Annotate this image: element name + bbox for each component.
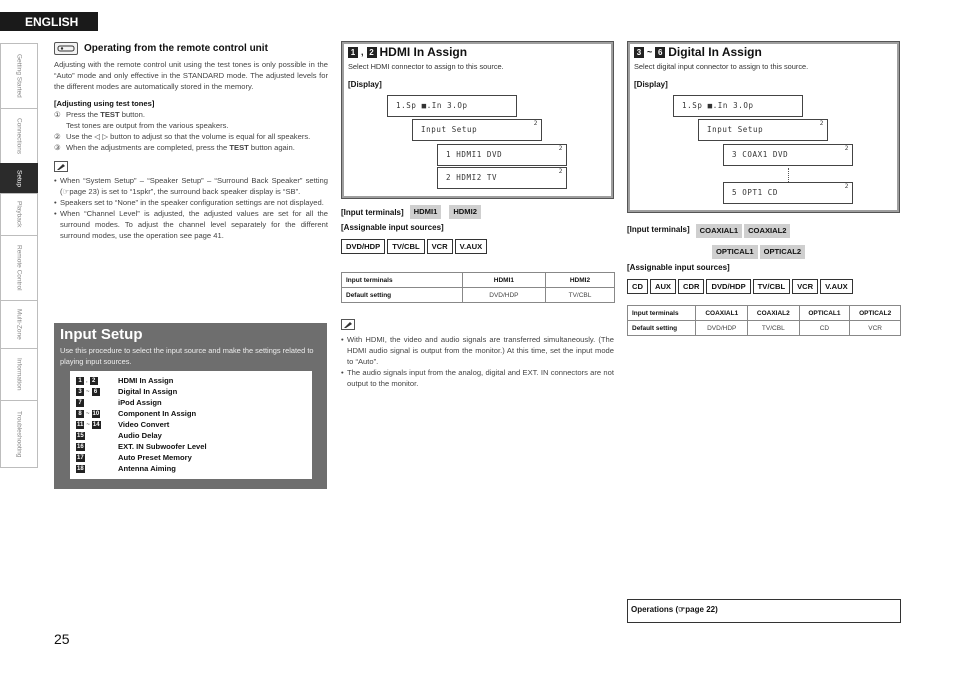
operations-page: page 22) bbox=[685, 605, 718, 614]
note-item: • With HDMI, the video and audio signals are transferred simultaneously. (The HDMI audio signal is output from the monitor.) At this time, set the input mode to “Auto”. bbox=[341, 335, 614, 366]
step-number: ① bbox=[54, 110, 61, 119]
menu-item-label: HDMI In Assign bbox=[118, 376, 174, 385]
side-tabs bbox=[0, 43, 38, 468]
note-icon bbox=[341, 319, 355, 330]
adjust-heading: [Adjusting using test tones] bbox=[54, 99, 155, 108]
remote-section bbox=[54, 41, 328, 241]
side-tab-information[interactable] bbox=[0, 348, 38, 400]
menu-item-auto-preset-memory[interactable]: 17 Auto Preset Memory bbox=[77, 453, 192, 462]
input-terminals-label: [Input terminals] bbox=[627, 224, 690, 234]
digital-assign-title: 3 ~ 6 Digital In Assign bbox=[634, 45, 762, 59]
step-text: When the adjustments are completed, press the bbox=[66, 143, 230, 152]
source-chip: V.AUX bbox=[820, 279, 853, 294]
input-setup-menu bbox=[70, 371, 312, 479]
menu-item-antenna-aiming[interactable]: 18 Antenna Aiming bbox=[77, 464, 176, 473]
step-text: Use the ◁ ▷ button to adjust so that the volume is equal for all speakers. bbox=[66, 132, 311, 141]
source-chip: TV/CBL bbox=[753, 279, 790, 294]
note-item: • When “Channel Level” is adjusted, the adjusted values are set for all the surround modes. To adjust the channel level separately for the different surround modes, use the operation see page 41. bbox=[54, 209, 328, 240]
source-chip: DVD/HDP bbox=[706, 279, 750, 294]
side-tab-label: Troubleshooting bbox=[15, 410, 23, 458]
menu-item-ext-in-subwoofer-level[interactable]: 16 EXT. IN Subwoofer Level bbox=[77, 442, 207, 451]
table-row: Default setting DVD/HDP TV/CBL CD VCR bbox=[628, 321, 901, 336]
digital-display-label: [Display] bbox=[634, 80, 668, 89]
page-ref-icon: ☞ bbox=[678, 605, 686, 614]
table-row: Input terminals HDMI1 HDMI2 bbox=[342, 273, 615, 288]
input-terminals-label: [Input terminals] bbox=[341, 207, 404, 217]
test-key: TEST bbox=[229, 143, 249, 152]
menu-item-label: iPod Assign bbox=[118, 398, 162, 407]
hdmi-terminals bbox=[341, 205, 616, 254]
step-item bbox=[54, 131, 328, 142]
side-tab-getting-started[interactable] bbox=[0, 43, 38, 108]
menu-item-label: Video Convert bbox=[118, 420, 170, 429]
hdmi-assign-subtitle: Select HDMI connector to assign to this source. bbox=[348, 62, 504, 71]
remote-section-title: Operating from the remote control unit bbox=[84, 43, 268, 54]
terminal-chip: OPTICAL2 bbox=[760, 245, 806, 259]
lcd-input-setup: Input Setup 2 bbox=[412, 119, 542, 141]
menu-item-label: EXT. IN Subwoofer Level bbox=[118, 442, 207, 451]
terminal-chip: COAXIAL1 bbox=[696, 224, 742, 238]
table-row: Input terminals COAXIAL1 COAXIAL2 OPTICAL1 OPTICAL2 bbox=[628, 306, 901, 321]
lcd-hdmi2: 2 HDMI2 TV 2 bbox=[437, 167, 567, 189]
digital-sources bbox=[627, 276, 902, 294]
side-tab-setup[interactable] bbox=[0, 163, 38, 193]
note-icon bbox=[54, 161, 68, 172]
side-tab-label: Connections bbox=[15, 117, 23, 155]
side-tab-connections[interactable] bbox=[0, 108, 38, 163]
remote-control-icon bbox=[54, 42, 78, 55]
remote-section-body: Adjusting with the remote control unit using the test tones is only possible in the “Auto” mode and only effective in the STANDARD mode. The adjusted levels for the different modes are automatically stored in the memory. bbox=[54, 60, 328, 91]
terminal-chip: OPTICAL1 bbox=[712, 245, 758, 259]
source-chip: VCR bbox=[792, 279, 818, 294]
menu-item-label: Audio Delay bbox=[118, 431, 162, 440]
step-item bbox=[54, 142, 328, 153]
assignable-label: [Assignable input sources] bbox=[627, 263, 730, 272]
side-tab-label: Multi-Zone bbox=[15, 309, 23, 340]
menu-item-label: Auto Preset Memory bbox=[118, 453, 192, 462]
step-number: ② bbox=[54, 132, 61, 141]
digital-default-table bbox=[627, 305, 901, 336]
operations-link[interactable] bbox=[627, 599, 901, 623]
lcd-main-menu: 1.Sp ■.In 3.Op bbox=[387, 95, 517, 117]
input-setup-description: Use this procedure to select the input source and make the settings related to playing input sources. bbox=[60, 346, 314, 366]
side-tab-playback[interactable] bbox=[0, 193, 38, 235]
source-chip: CD bbox=[627, 279, 648, 294]
note-item: • Speakers set to “None” in the speaker configuration settings are not displayed. bbox=[54, 198, 324, 207]
lcd-opt1: 5 OPT1 CD 2 bbox=[723, 182, 853, 204]
input-setup-box bbox=[54, 323, 327, 489]
terminal-chip: HDMI1 bbox=[410, 205, 442, 219]
step-item bbox=[54, 109, 328, 120]
hdmi-notes bbox=[341, 319, 614, 389]
hdmi-assign-panel bbox=[341, 41, 614, 199]
note-item: • The audio signals input from the analog, digital and EXT. IN connectors are not output to the monitor. bbox=[341, 368, 614, 388]
side-tab-multi-zone[interactable] bbox=[0, 300, 38, 348]
hdmi-default-table bbox=[341, 272, 615, 303]
input-setup-title: Input Setup bbox=[60, 326, 143, 343]
table-row: Default setting DVD/HDP TV/CBL bbox=[342, 288, 615, 303]
hdmi-sources bbox=[341, 236, 616, 254]
side-tab-troubleshooting[interactable] bbox=[0, 400, 38, 468]
test-key: TEST bbox=[100, 110, 120, 119]
terminal-chip: HDMI2 bbox=[449, 205, 481, 219]
side-tab-label: Playback bbox=[15, 201, 23, 228]
language-tab: ENGLISH bbox=[0, 12, 98, 31]
menu-item-video-convert[interactable]: 11 ~ 14 Video Convert bbox=[77, 420, 170, 429]
menu-item-component-in-assign[interactable]: 8 ~ 10 Component In Assign bbox=[76, 408, 306, 419]
source-chip: TV/CBL bbox=[387, 239, 424, 254]
step-item: Test tones are output from the various speakers. bbox=[66, 121, 229, 130]
terminal-chip: COAXIAL2 bbox=[744, 224, 790, 238]
lcd-input-setup: Input Setup 2 bbox=[698, 119, 828, 141]
operations-label: Operations ( bbox=[631, 605, 679, 614]
step-text: button again. bbox=[248, 143, 295, 152]
digital-terminals bbox=[627, 220, 902, 294]
menu-item-digital-in-assign[interactable]: 3 ~ 6 Digital In Assign bbox=[76, 386, 306, 397]
lcd-hdmi1: 1 HDMI1 DVD 2 bbox=[437, 144, 567, 166]
side-tab-label: Remote Control bbox=[15, 245, 23, 291]
lcd-coax1: 3 COAX1 DVD 2 bbox=[723, 144, 853, 166]
assignable-label: [Assignable input sources] bbox=[341, 223, 444, 232]
step-number: ③ bbox=[54, 143, 61, 152]
lcd-ellipsis-line bbox=[788, 168, 789, 182]
menu-item-audio-delay[interactable]: 15 Audio Delay bbox=[77, 431, 162, 440]
menu-item-label: Antenna Aiming bbox=[118, 464, 176, 473]
side-tab-remote-control[interactable] bbox=[0, 235, 38, 300]
menu-item-ipod-assign[interactable]: 7 iPod Assign bbox=[76, 397, 306, 408]
menu-item-label: Digital In Assign bbox=[118, 387, 178, 396]
digital-assign-subtitle: Select digital input connector to assign to this source. bbox=[634, 62, 809, 71]
lcd-main-menu: 1.Sp ■.In 3.Op bbox=[673, 95, 803, 117]
hdmi-display-label: [Display] bbox=[348, 80, 382, 89]
source-chip: V.AUX bbox=[455, 239, 488, 254]
adjust-steps bbox=[54, 109, 328, 153]
side-tab-label: Setup bbox=[15, 170, 23, 187]
digital-assign-panel bbox=[627, 41, 900, 213]
remote-notes bbox=[54, 175, 328, 241]
source-chip: VCR bbox=[427, 239, 453, 254]
side-tab-label: Information bbox=[15, 358, 23, 391]
source-chip: AUX bbox=[650, 279, 676, 294]
source-chip: CDR bbox=[678, 279, 704, 294]
hdmi-assign-title: 1 , 2 HDMI In Assign bbox=[348, 45, 467, 59]
page-number: 25 bbox=[54, 631, 70, 647]
step-text: button. bbox=[119, 110, 145, 119]
note-item: • When “System Setup” – “Speaker Setup” – “Surround Back Speaker” setting (☞page 23) is set to “1spkr”, the surround back speaker display is “SB”. bbox=[54, 176, 328, 196]
menu-item-label: Component In Assign bbox=[118, 409, 197, 418]
menu-item-hdmi-in-assign[interactable]: 1 , 2 HDMI In Assign bbox=[76, 375, 306, 386]
side-tab-label: Getting Started bbox=[15, 54, 23, 98]
step-text: Press the bbox=[66, 110, 101, 119]
source-chip: DVD/HDP bbox=[341, 239, 385, 254]
